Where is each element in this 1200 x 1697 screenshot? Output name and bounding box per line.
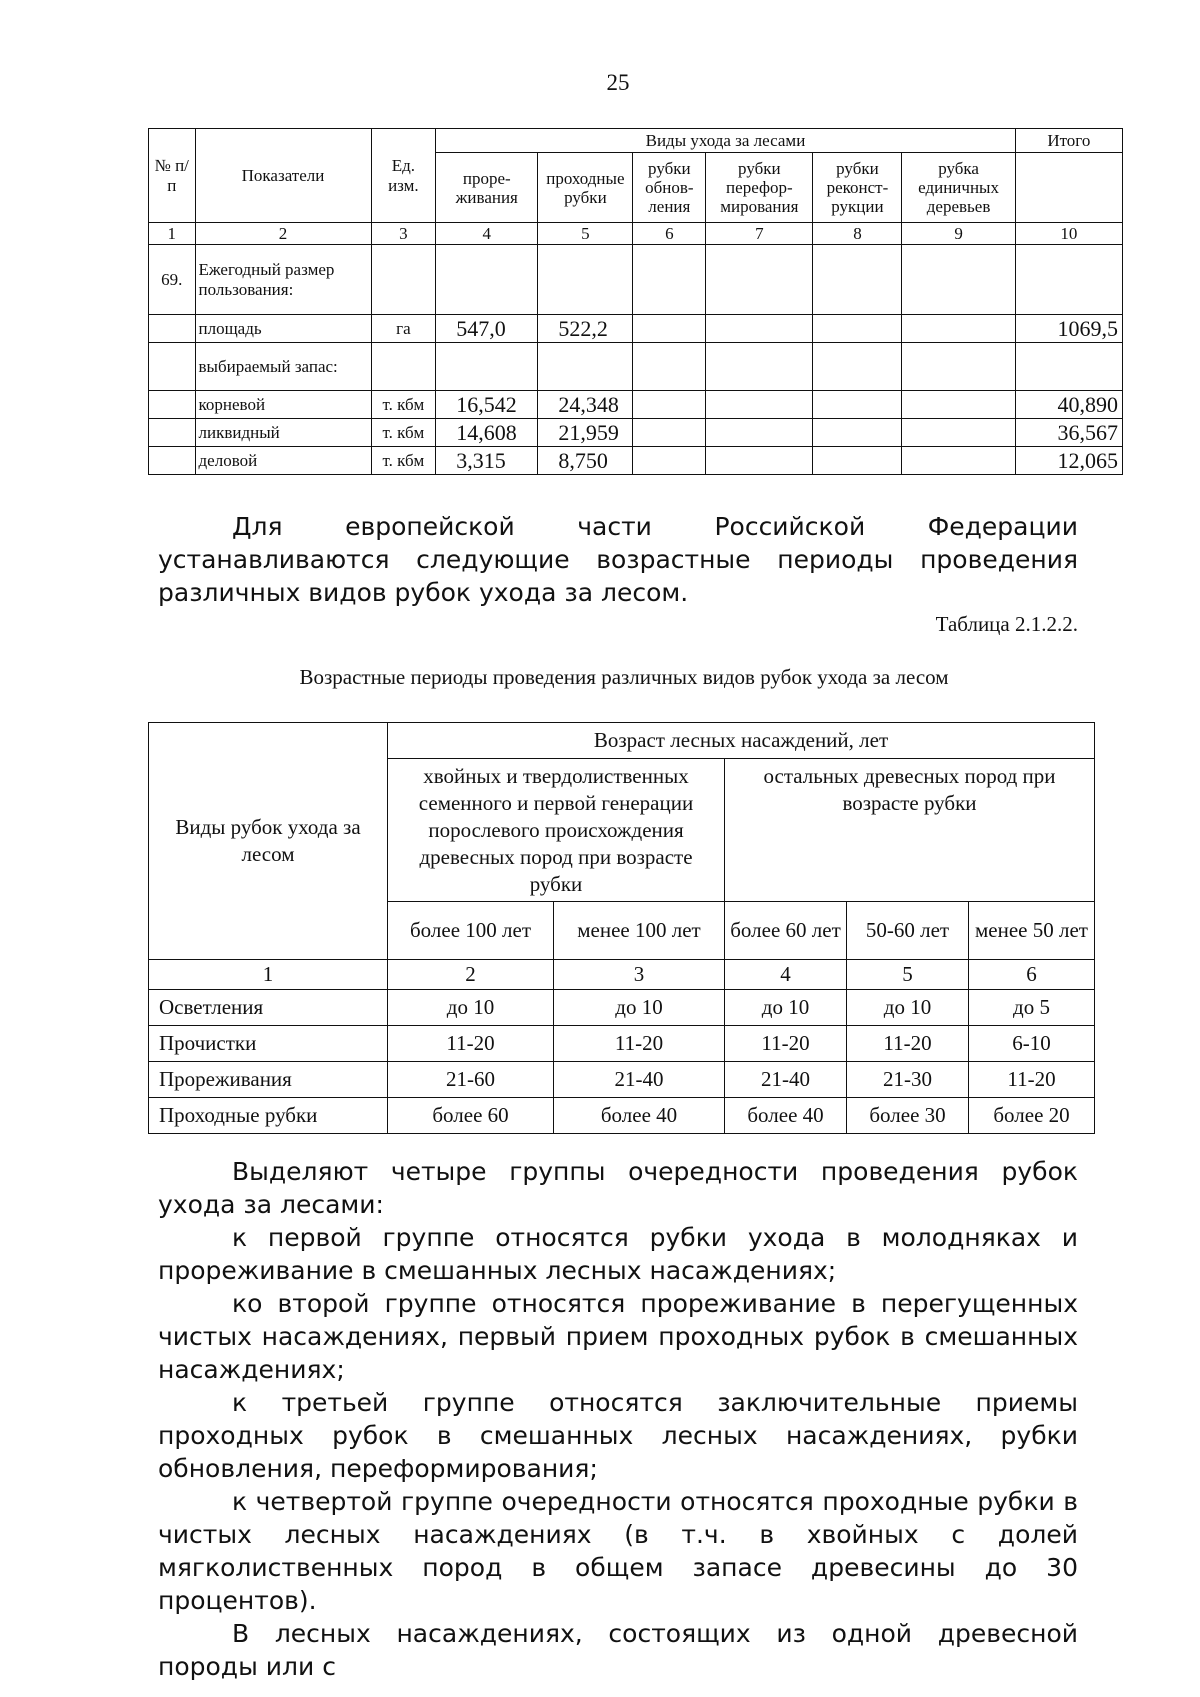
- row-prohod: 24,348: [538, 391, 633, 419]
- row-indicator: Ежегодный размер пользования:: [195, 245, 371, 315]
- row-total: 1069,5: [1015, 315, 1122, 343]
- paragraph-intro: Для европейской части Российской Федерации устанавливаются следующие возрастные периоды проведения различных видов рубок ухода за лесом.: [158, 512, 1078, 607]
- column-number: 2: [195, 223, 371, 245]
- row-value: до 10: [847, 990, 969, 1026]
- row-value: 6-10: [969, 1026, 1095, 1062]
- row-indicator: ликвидный: [195, 419, 371, 447]
- row-value: 21-40: [554, 1062, 725, 1098]
- paragraph: В лесных насаждениях, состоящих из одной древесной породы или с: [158, 1619, 1078, 1681]
- text-body: [158, 1155, 1078, 1683]
- row-value: более 40: [725, 1098, 847, 1134]
- row-value: 11-20: [847, 1026, 969, 1062]
- header-type-obnovlenie: рубки обнов- ления: [633, 153, 706, 223]
- header-indicators: Показатели: [195, 129, 371, 223]
- table-row: [149, 990, 1095, 1026]
- row-name: Прочистки: [149, 1026, 388, 1062]
- row-unit: т. кбм: [371, 419, 436, 447]
- table-label: Таблица 2.1.2.2.: [935, 612, 1078, 636]
- row-value: 21-60: [388, 1062, 554, 1098]
- paragraph: к четвертой группе очередности относятся проходные рубки в чистых лесных насаждениях (в т.ч. в хвойных с долей мягколиственных пород в общем запасе древесины до 30 процентов).: [158, 1487, 1078, 1615]
- row-value: 21-30: [847, 1062, 969, 1098]
- subheader: 50-60 лет: [847, 902, 969, 960]
- paragraph: к третьей группе относятся заключительные приемы проходных рубок в смешанных лесных насаждениях, рубки обновления, переформирования;: [158, 1388, 1078, 1483]
- row-no: [149, 315, 196, 343]
- table-row: [149, 1098, 1095, 1134]
- column-number: 6: [969, 960, 1095, 990]
- table-title: Возрастные периоды проведения различных видов рубок ухода за лесом: [299, 665, 949, 689]
- column-number: 10: [1015, 223, 1122, 245]
- header-type-rekonstrukcia: рубки реконст- рукции: [813, 153, 902, 223]
- row-unit: [371, 343, 436, 391]
- row-prorezh: 16,542: [436, 391, 538, 419]
- table-row: [149, 245, 1123, 315]
- row-unit: [371, 245, 436, 315]
- header-type-pereformirovanie: рубки перефор- мирования: [706, 153, 813, 223]
- header-conifer-group: хвойных и твердолиственных семенного и первой генерации порослевого происхождения древесных пород при возрасте рубки: [388, 759, 725, 902]
- row-prohod: 8,750: [538, 447, 633, 475]
- header-care-types-group: Виды ухода за лесами: [436, 129, 1015, 153]
- subheader: менее 100 лет: [554, 902, 725, 960]
- column-number: 7: [706, 223, 813, 245]
- column-number: 3: [554, 960, 725, 990]
- row-no: [149, 391, 196, 419]
- table-row: [149, 447, 1123, 475]
- header-age-group: Возраст лесных насаждений, лет: [388, 723, 1095, 759]
- table-row: [149, 315, 1123, 343]
- row-value: 11-20: [725, 1026, 847, 1062]
- row-value: более 60: [388, 1098, 554, 1134]
- header-unit: Ед. изм.: [371, 129, 436, 223]
- column-number: 1: [149, 223, 196, 245]
- header-no: № п/п: [149, 129, 196, 223]
- row-prorezh: [436, 343, 538, 391]
- row-value: до 10: [725, 990, 847, 1026]
- row-value: более 30: [847, 1098, 969, 1134]
- table-row: [149, 1026, 1095, 1062]
- row-no: [149, 343, 196, 391]
- header-type-prohodnye: проходные рубки: [538, 153, 633, 223]
- row-name: Проходные рубки: [149, 1098, 388, 1134]
- paragraph: Выделяют четыре группы очередности проведения рубок ухода за лесами:: [158, 1157, 1078, 1219]
- header-other-group: остальных древесных пород при возрасте рубки: [725, 759, 1095, 902]
- table-row: [149, 419, 1123, 447]
- subheader: более 60 лет: [725, 902, 847, 960]
- row-value: 21-40: [725, 1062, 847, 1098]
- age-periods-table: [148, 722, 1095, 1134]
- forest-care-table: [148, 128, 1123, 475]
- row-no: 69.: [149, 245, 196, 315]
- paragraph: ко второй группе относятся прореживание в перегущенных чистых насаждениях, первый прием проходных рубок в смешанных насаждениях;: [158, 1289, 1078, 1384]
- row-prorezh: 3,315: [436, 447, 538, 475]
- row-value: 11-20: [969, 1062, 1095, 1098]
- column-number: 1: [149, 960, 388, 990]
- row-prohod: [538, 343, 633, 391]
- column-number: 6: [633, 223, 706, 245]
- row-prorezh: [436, 245, 538, 315]
- column-number: 5: [538, 223, 633, 245]
- paragraph: к первой группе относятся рубки ухода в молодняках и прореживание в смешанных лесных насаждениях;: [158, 1223, 1078, 1285]
- row-total: 36,567: [1015, 419, 1122, 447]
- row-unit: т. кбм: [371, 447, 436, 475]
- row-value: до 10: [388, 990, 554, 1026]
- column-number: 9: [902, 223, 1015, 245]
- row-indicator: корневой: [195, 391, 371, 419]
- row-name: Осветления: [149, 990, 388, 1026]
- row-prohod: 522,2: [538, 315, 633, 343]
- row-prorezh: 14,608: [436, 419, 538, 447]
- header-type-edinichnye: рубка единичных деревьев: [902, 153, 1015, 223]
- row-no: [149, 419, 196, 447]
- row-total: 40,890: [1015, 391, 1122, 419]
- table-row: [149, 1062, 1095, 1098]
- column-number: 8: [813, 223, 902, 245]
- row-prorezh: 547,0: [436, 315, 538, 343]
- row-unit: га: [371, 315, 436, 343]
- row-total: [1015, 245, 1122, 315]
- row-value: до 10: [554, 990, 725, 1026]
- row-total: [1015, 343, 1122, 391]
- row-prohod: [538, 245, 633, 315]
- column-number: 3: [371, 223, 436, 245]
- row-value: более 40: [554, 1098, 725, 1134]
- column-number: 2: [388, 960, 554, 990]
- header-type-prorezhivanie: проре- живания: [436, 153, 538, 223]
- table-row: [149, 391, 1123, 419]
- row-value: более 20: [969, 1098, 1095, 1134]
- table-row: [149, 343, 1123, 391]
- column-number: 5: [847, 960, 969, 990]
- row-name: Прореживания: [149, 1062, 388, 1098]
- row-prohod: 21,959: [538, 419, 633, 447]
- column-number: 4: [436, 223, 538, 245]
- subheader: менее 50 лет: [969, 902, 1095, 960]
- header-total-empty: [1015, 153, 1122, 223]
- row-unit: т. кбм: [371, 391, 436, 419]
- header-total: Итого: [1015, 129, 1122, 153]
- row-indicator: площадь: [195, 315, 371, 343]
- row-value: 11-20: [388, 1026, 554, 1062]
- row-indicator: выбираемый запас:: [195, 343, 371, 391]
- row-no: [149, 447, 196, 475]
- page-number: 25: [606, 70, 630, 95]
- column-number: 4: [725, 960, 847, 990]
- row-indicator: деловой: [195, 447, 371, 475]
- row-total: 12,065: [1015, 447, 1122, 475]
- row-value: 11-20: [554, 1026, 725, 1062]
- subheader: более 100 лет: [388, 902, 554, 960]
- header-care-types: Виды рубок ухода за лесом: [149, 723, 388, 960]
- row-value: до 5: [969, 990, 1095, 1026]
